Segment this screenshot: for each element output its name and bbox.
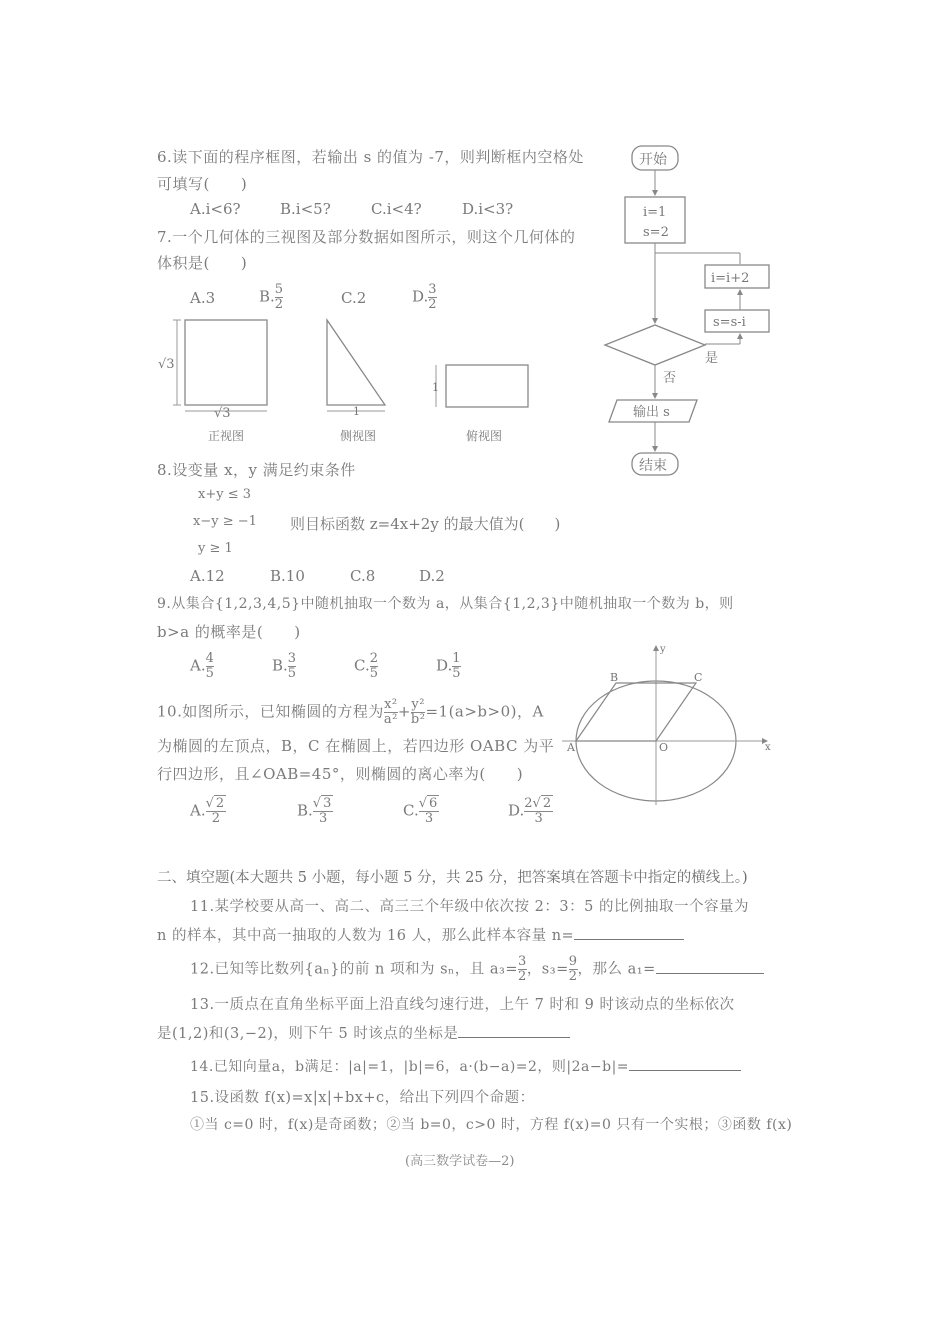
q7-option-d-den: 2: [428, 297, 437, 312]
q13-line2: [157, 1022, 570, 1043]
q9-option-b-num: 3: [287, 651, 297, 666]
q10-option-b-den: 3: [318, 811, 328, 826]
top-view-label: 俯视图: [466, 429, 503, 443]
flow-yes-label: 是: [705, 351, 719, 366]
q10-stem-suffix: =1(a>b>0)，A: [425, 702, 544, 721]
side-view-label: 侧视图: [340, 429, 377, 443]
q9-option-d-prefix: D.: [436, 656, 453, 675]
q10-option-c-rad: 6: [429, 796, 438, 811]
flow-output-label: 输出 s: [633, 405, 670, 420]
q13-line1: 13.一质点在直角坐标平面上沿直线匀速行进，上午 7 时和 9 时该动点的坐标依次: [190, 997, 735, 1013]
q6-option-b: B.i<5?: [280, 200, 331, 218]
q10-frac1-num: x²: [384, 697, 398, 712]
q10-frac2-den: b²: [410, 712, 426, 727]
q12-f1-den: 2: [518, 969, 527, 984]
flow-no-label: 否: [663, 371, 677, 386]
point-c-label: C: [694, 671, 703, 684]
q12-mid: ，s₃=: [526, 961, 569, 978]
q9-stem-line1: 9.从集合{1,2,3,4,5}中随机抽取一个数为 a，从集合{1,2,3}中随机抽取一个数为 b，则: [157, 596, 734, 612]
q6-stem-line2: 可填写( ): [157, 175, 248, 193]
q8-option-b: B.10: [270, 567, 305, 585]
point-o-label: O: [659, 741, 669, 754]
q10-stem-line1: [157, 698, 544, 727]
flow-init-i: i=1: [643, 205, 667, 220]
q9-option-c: [354, 652, 378, 681]
q12-f1-num: 3: [518, 954, 527, 969]
q10-stem-line3: 行四边形，且∠OAB=45°，则椭圆的离心率为( ): [157, 765, 524, 783]
flow-step-i: i=i+2: [711, 271, 750, 286]
q7-stem-line1: 7.一个几何体的三视图及部分数据如图所示，则这个几何体的: [157, 228, 576, 246]
q10-option-a-rad: 2: [215, 796, 225, 811]
x-axis-label: x: [765, 742, 771, 753]
q10-option-d-rad: 2: [542, 796, 552, 811]
q14-line: [190, 1056, 741, 1076]
point-a-label: A: [567, 741, 575, 754]
q8-constraint-2: x−y ≥ −1: [193, 514, 257, 529]
q10-ellipse-figure: [562, 640, 782, 810]
q8-option-a: A.12: [190, 567, 225, 585]
y-axis-label: y: [660, 644, 666, 655]
q10-frac1-den: a²: [383, 712, 398, 727]
q7-option-b: [259, 283, 283, 312]
top-height-label: 1: [432, 381, 439, 394]
q10-option-d-den: 3: [534, 811, 543, 826]
flowchart: [595, 140, 795, 485]
q7-option-d-prefix: D.: [412, 287, 429, 306]
q7-stem-line2: 体积是( ): [157, 254, 248, 272]
q14-text: 14.已知向量a，b满足：|a|=1，|b|=6，a·(b−a)=2，则|2a−b|=: [190, 1059, 630, 1075]
q10-option-c-den: 3: [424, 811, 434, 826]
q7-option-c: C.2: [341, 289, 367, 307]
q9-option-d-den: 5: [452, 666, 461, 681]
q10-option-a: A. $\frac{√ 2}{2}$: [190, 796, 225, 826]
front-view-label: 正视图: [208, 429, 245, 443]
q7-three-views: [150, 310, 540, 450]
q7-option-b-num: 5: [274, 282, 284, 297]
front-width-label: √3: [214, 406, 231, 421]
q10-option-b: B. $\frac{√ 3}{3}$: [297, 796, 332, 826]
q9-option-a-prefix: A.: [190, 656, 206, 675]
q9-option-b: [272, 652, 296, 681]
q8-stem: 8.设变量 x，y 满足约束条件: [157, 461, 356, 479]
q7-option-b-den: 2: [274, 297, 284, 312]
q9-option-d-num: 1: [452, 651, 461, 666]
q9-option-d: [436, 652, 461, 681]
q14-answer-blank[interactable]: [629, 1070, 741, 1071]
q8-option-d: D.2: [419, 567, 445, 585]
q12-f2-den: 2: [568, 969, 578, 984]
q11-line2: [157, 924, 684, 945]
q9-option-c-num: 2: [369, 651, 378, 666]
side-view-shape: [327, 320, 385, 405]
q12-answer-blank[interactable]: [656, 973, 764, 974]
parallelogram-oabc: [576, 683, 696, 741]
q8-constraint-1: x+y ≤ 3: [198, 487, 251, 502]
q9-stem-line2: b>a 的概率是( ): [157, 623, 301, 641]
top-view-shape: [446, 365, 528, 407]
q7-option-d-num: 3: [428, 282, 437, 297]
q6-option-c: C.i<4?: [371, 200, 422, 218]
q9-option-c-den: 5: [369, 666, 378, 681]
q6-option-d: D.i<3?: [462, 200, 514, 218]
flow-step-s: s=s-i: [713, 315, 746, 330]
q9-option-b-prefix: B.: [272, 656, 288, 675]
q10-plus: +: [397, 702, 411, 721]
q10-stem-line2: 为椭圆的左顶点，B，C 在椭圆上，若四边形 OABC 为平: [157, 737, 555, 755]
q10-option-b-prefix: B.: [297, 801, 313, 820]
q8-objective: 则目标函数 z=4x+2y 的最大值为( ): [290, 515, 561, 533]
page-footer: (高三数学试卷—2): [405, 1154, 515, 1169]
q10-option-a-den: 2: [211, 811, 221, 826]
q10-option-d-coef: 2: [524, 796, 533, 811]
q9-option-b-den: 5: [287, 666, 297, 681]
front-view-shape: [185, 320, 267, 405]
flow-start-label: 开始: [639, 152, 667, 168]
q11-answer-blank[interactable]: [574, 939, 684, 940]
q10-option-d: D. $\frac{2√ 2}{3}$: [508, 796, 552, 826]
flow-end-label: 结束: [639, 458, 667, 474]
q12-f2-num: 9: [568, 954, 578, 969]
flow-init-s: s=2: [643, 225, 669, 240]
q15-line2: ①当 c=0 时，f(x)是奇函数；②当 b=0，c>0 时，方程 f(x)=0 只有一个实根；③函数 f(x): [190, 1117, 793, 1133]
q12-line: [190, 955, 764, 984]
q15-line1: 15.设函数 f(x)=x|x|+bx+c，给出下列四个命题：: [190, 1090, 535, 1106]
point-b-label: B: [610, 671, 619, 684]
q10-frac2-num: y²: [411, 697, 425, 712]
q7-option-a: A.3: [190, 289, 216, 307]
section2-title: 二、填空题(本大题共 5 小题，每小题 5 分，共 25 分，把答案填在答题卡中指定的横线上。): [157, 870, 748, 886]
q10-option-c-prefix: C.: [403, 801, 419, 820]
q13-answer-blank[interactable]: [458, 1037, 570, 1038]
q9-option-c-prefix: C.: [354, 656, 370, 675]
q10-option-b-rad: 3: [323, 796, 332, 811]
q6-option-a: A.i<6?: [190, 200, 241, 218]
q11-line2-text: n 的样本，其中高一抽取的人数为 16 人，那么此样本容量 n=: [157, 928, 575, 944]
q8-option-c: C.8: [350, 567, 376, 585]
side-width-label: 1: [353, 405, 360, 418]
q8-constraint-3: y ≥ 1: [198, 541, 233, 556]
front-height-label: √3: [158, 357, 175, 372]
q10-stem-prefix: 10.如图所示，已知椭圆的方程为: [157, 702, 384, 721]
q10-option-a-prefix: A.: [190, 801, 206, 820]
q9-option-a: [190, 652, 214, 681]
q10-option-d-prefix: D.: [508, 801, 525, 820]
q12-prefix: 12.已知等比数列{aₙ}的前 n 项和为 sₙ，且 a₃=: [190, 961, 519, 978]
q12-suffix: ，那么 a₁=: [577, 961, 656, 978]
q13-line2-text: 是(1,2)和(3,−2)，则下午 5 时该点的坐标是: [157, 1026, 459, 1042]
q7-option-b-prefix: B.: [259, 287, 275, 306]
q9-option-a-num: 4: [205, 651, 214, 666]
q11-line1: 11.某学校要从高一、高二、高三三个年级中依次按 2：3：5 的比例抽取一个容量为: [190, 899, 749, 915]
q10-option-c: C. $\frac{√ 6}{3}$: [403, 796, 438, 826]
q6-stem-line1: 6.读下面的程序框图，若输出 s 的值为 -7，则判断框内空格处: [157, 148, 584, 166]
q9-option-a-den: 5: [205, 666, 214, 681]
flow-decision: [605, 325, 705, 365]
q7-option-d: [412, 283, 437, 312]
